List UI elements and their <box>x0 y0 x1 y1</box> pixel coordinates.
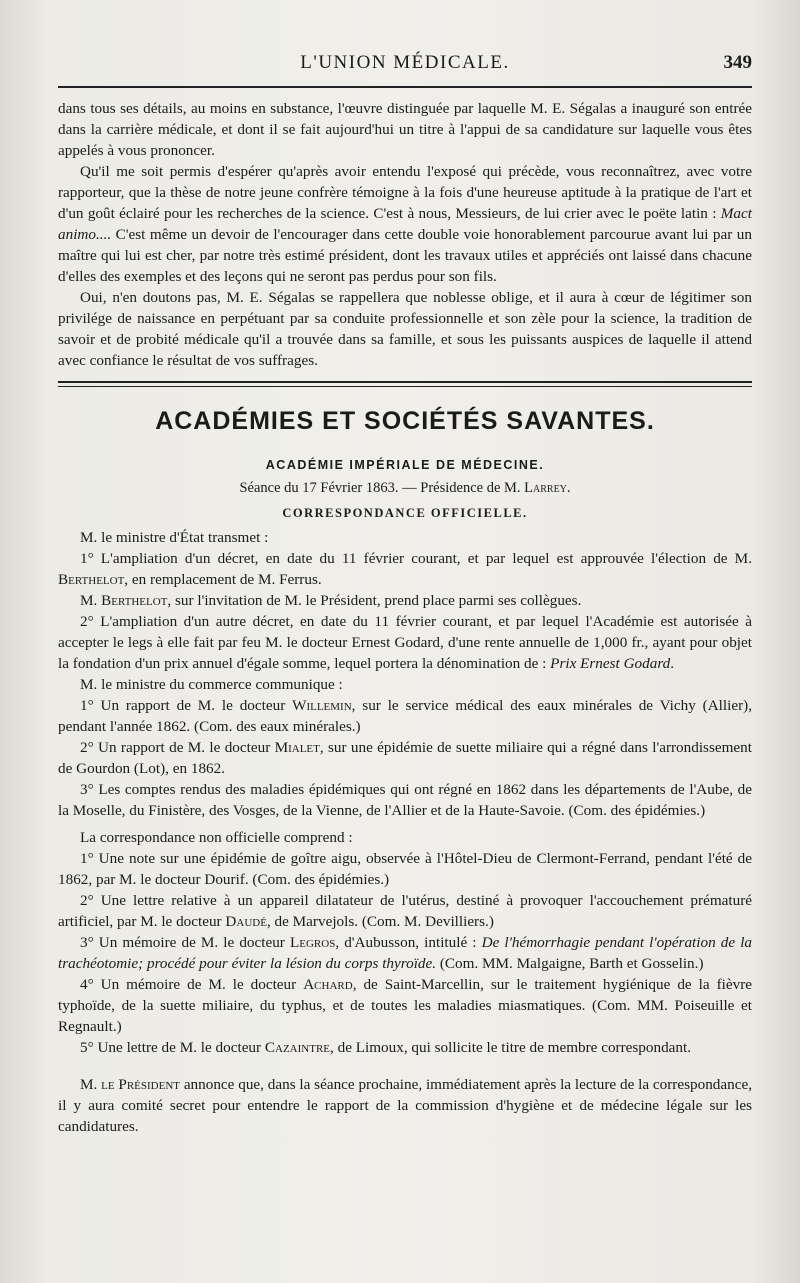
correspondence-title: CORRESPONDANCE OFFICIELLE. <box>282 506 528 520</box>
commerce-minister-line: M. le ministre du commerce communique : <box>80 676 343 693</box>
page-number: 349 <box>723 52 752 73</box>
decree-1: 1° L'ampliation d'un décret, en date du 11 février courant, et par lequel est approuvée l'élection de M. Berthelot, en remplacement de M. Ferrus. <box>58 550 752 588</box>
intro-paragraph-3: Oui, n'en doutons pas, M. E. Ségalas se rappellera que noblesse oblige, et il aura à cœur de légitimer son privilége de naissance en perpétuant par sa conduite professionnelle et son zèle pour la science, la tradition de savoir et de probité médicale qu'il a trouvée dans sa famille, et sous les puissants auspices de laquelle il attend avec confiance le résultat de vos suffrages. <box>58 289 752 369</box>
unofficial-item-5: 5° Une lettre de M. le docteur Cazaintre, de Limoux, qui sollicite le titre de membre correspondant. <box>80 1039 692 1056</box>
section-divider <box>58 381 752 387</box>
latin-quote: Mact animo.... <box>58 205 752 243</box>
intro-paragraph-2: Qu'il me soit permis d'espérer qu'après avoir entendu l'exposé qui précède, vous reconnaîtrez, avec votre rapporteur, que la thèse de notre jeune confrère témoigne à la fois d'une heureuse aptitude à la pratique de l'art et d'un goût éclairé pour les recherches de la science. C'est à nous, Messieurs, de lui crier avec le poëte latin : Mact animo.... C'est même un devoir de l'encourager dans cette double voie honorablement parcourue avant lui par un maître qui lui est cher, par notre très estimé président, dont les travaux utiles et appréciés ont laissé dans chacune d'elles des exemples et des leçons qui ne seront pas perdus pour son fils. <box>58 163 752 285</box>
commerce-item-1: 1° Un rapport de M. le docteur Willemin, sur le service médical des eaux minérales de Vichy (Allier), pendant l'année 1862. (Com. des eaux minérales.) <box>58 697 752 735</box>
commerce-item-2: 2° Un rapport de M. le docteur Mialet, sur une épidémie de suette miliaire qui a régné dans l'arrondissement de Gourdon (Lot), en 1862. <box>58 739 752 777</box>
section-title: ACADÉMIES ET SOCIÉTÉS SAVANTES. <box>155 407 655 435</box>
header-rule <box>58 86 752 88</box>
president-name: Larrey <box>524 480 567 496</box>
unofficial-item-1: 1° Une note sur une épidémie de goître aigu, observée à l'Hôtel-Dieu de Clermont-Ferrand, pendant l'été de 1862, par M. le docteur Dourif. (Com. des épidémies.) <box>58 850 752 888</box>
unofficial-item-4: 4° Un mémoire de M. le docteur Achard, de Saint-Marcellin, sur le traitement hygiénique de la fièvre typhoïde, de la suette miliaire, du typhus, et de toutes les maladies miasmatiques. (Com. MM. Poiseuille et Regnault.) <box>58 976 752 1035</box>
academy-title: ACADÉMIE IMPÉRIALE DE MÉDECINE. <box>265 458 545 472</box>
decree-2: 2° L'ampliation d'un autre décret, en date du 11 février courant, et par lequel l'Académie est autorisée à accepter le legs à elle fait par feu M. le docteur Ernest Godard, d'une rente annuelle de 1,000 fr., ayant pour objet la fondation d'un prix annuel d'égale somme, lequel portera la dénomination de : Prix Ernest Godard. <box>58 613 752 672</box>
commerce-item-3: 3° Les comptes rendus des maladies épidémiques qui ont régné en 1862 dans les départements de l'Aube, de la Moselle, du Finistère, des Vosges, de la Vienne, de l'Allier et de la Haute-Savoie. (Com. des épidémies.) <box>58 781 752 819</box>
unofficial-item-2: 2° Une lettre relative à un appareil dilatateur de l'utérus, destiné à provoquer l'accouchement prématuré artificiel, par M. le docteur Daudé, de Marvejols. (Com. M. Devilliers.) <box>58 892 752 930</box>
president-announcement: M. le Président annonce que, dans la séance prochaine, immédiatement après la lecture de la correspondance, il y aura comité secret pour entendre le rapport de la commission d'hygiène et de médecine légale sur les candidatures. <box>58 1076 752 1135</box>
intro-paragraph-1: dans tous ses détails, au moins en substance, l'œuvre distinguée par laquelle M. E. Ségalas a inauguré son entrée dans la carrière médicale, et dont il se fait aujourd'hui un titre à l'appui de sa candidature sur laquelle vous êtes appelés à vous prononcer. <box>58 100 752 159</box>
page-header <box>58 52 752 82</box>
meeting-line: Séance du 17 Février 1863. — Présidence de M. Larrey. <box>239 480 571 496</box>
state-minister-line: M. le ministre d'État transmet : <box>80 529 269 546</box>
berthelot-line: M. Berthelot, sur l'invitation de M. le Président, prend place parmi ses collègues. <box>80 592 582 609</box>
running-title: L'UNION MÉDICALE. <box>300 52 510 73</box>
unofficial-correspondence-line: La correspondance non officielle comprend : <box>80 829 353 846</box>
unofficial-item-3: 3° Un mémoire de M. le docteur Legros, d'Aubusson, intitulé : De l'hémorrhagie pendant l'opération de la trachéotomie; procédé pour éviter la lésion du corps thyroïde. (Com. MM. Malgaigne, Barth et Gosselin.) <box>58 934 753 972</box>
